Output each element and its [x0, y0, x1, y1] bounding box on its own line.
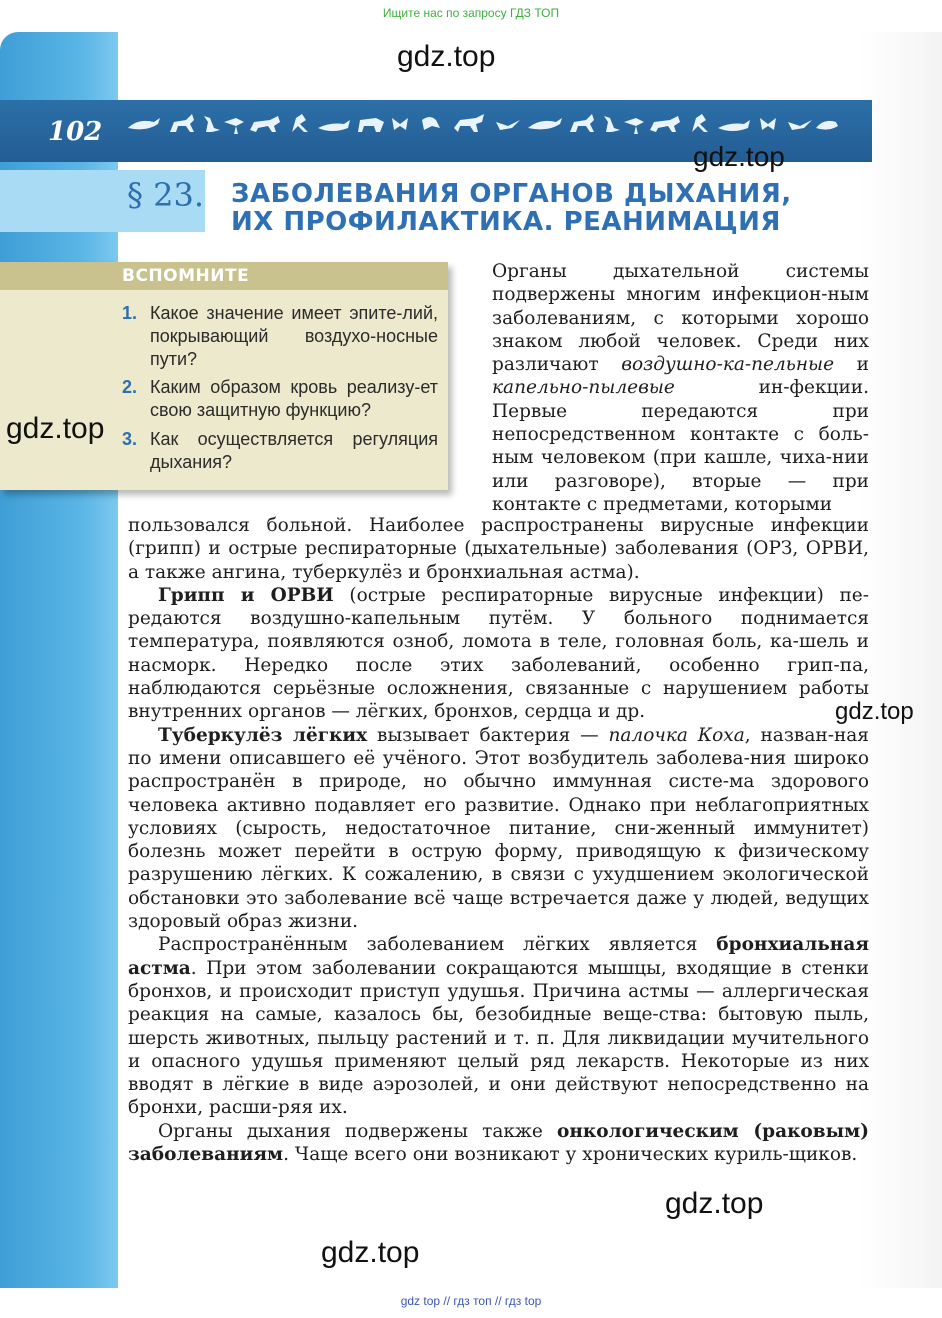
- top-search-banner: Ищите нас по запросу ГДЗ ТОП: [382, 6, 560, 20]
- text-run: Органы дыхания подвержены также: [158, 1120, 557, 1142]
- bold-term: Грипп и ОРВИ: [158, 584, 334, 606]
- text-run: вызывает бактерия —: [367, 724, 609, 746]
- watermark: gdz.top: [835, 698, 914, 725]
- question-text: Каким образом кровь реализу-ет свою защитную функцию?: [150, 377, 438, 420]
- watermark: gdz.top: [665, 1187, 764, 1220]
- paragraph-1-continued: пользовался больной. Наиболее распространены вирусные инфекции (грипп) и острые респираторные (дыхательные) заболевания (ОРЗ, ОРВИ, а также ангина, туберкулёз и бронхиальная астма).: [128, 515, 869, 583]
- section-title-line-1: ЗАБОЛЕВАНИЯ ОРГАНОВ ДЫХАНИЯ,: [231, 179, 792, 209]
- recall-question-1: [122, 302, 438, 371]
- text-run: (острые респираторные вирусные инфекции) пе-редаются воздушно-капельным путём. У больного поднимается температура, появляются озноб, ломота в теле, головная боль, ка-шель и насморк. Нередко после этих заболеваний, особенно грип-па, наблюдаются серьёзные осложнения, связанные с нарушением работы внутренних органов — лёгких, бронхов, сердца и др.: [128, 584, 869, 723]
- watermark: gdz.top: [6, 412, 105, 445]
- recall-box: [0, 262, 448, 490]
- section-number: § 23.: [127, 176, 205, 214]
- text-run: Распространённым заболеванием лёгких является: [158, 934, 717, 956]
- page-number: 102: [48, 117, 103, 147]
- animal-silhouettes-icon: [124, 108, 840, 140]
- intro-paragraph-column: [492, 260, 869, 516]
- paragraph-asthma: [128, 933, 869, 1119]
- question-number: 2.: [122, 377, 138, 397]
- watermark: gdz.top: [321, 1236, 420, 1269]
- question-text: Как осуществляется регуляция дыхания?: [150, 429, 438, 472]
- section-title-line-2: ИХ ПРОФИЛАКТИКА. РЕАНИМАЦИЯ: [231, 207, 781, 237]
- question-number: 3.: [122, 429, 138, 449]
- bold-term: Туберкулёз лёгких: [158, 724, 368, 746]
- text-run: . При этом заболевании сокращаются мышцы, входящие в стенки бронхов, и происходит приступ удушья. Причина астмы — аллергическая реакция на самые, казалось бы, безобидные веще-ства: бытовую пыль, шерсть животных, пыльцу растений и т. п. Для ликвидации мучительного и опасного удушья применяют целый ряд лекарств. Некоторые из них вводят в лёгкие в виде аэрозолей, и они действуют непосредственно на бронхи, расши-ряя их.: [128, 957, 869, 1119]
- text-run: Органы дыхательной системы подвержены многим инфекцион-ным заболеваниям, с которыми хорошо знаком любой человек. Среди них различают: [492, 261, 869, 376]
- main-text-column: [128, 514, 869, 1166]
- paragraph-oncology: [128, 1120, 869, 1167]
- question-number: 1.: [122, 303, 138, 323]
- question-text: Какое значение имеет эпите-лий, покрывающий воздухо-носные пути?: [150, 303, 438, 369]
- recall-question-3: [122, 428, 438, 474]
- text-run: . Чаще всего они возникают у хронических куриль-щиков.: [283, 1144, 858, 1166]
- paragraph-flu: [128, 584, 869, 724]
- text-run: ин-фекции. Первые передаются при непосредственном контакте с боль-ным человеком (при кашле, чиха-нии или разговоре), вторые — при контакте с предметами, которыми: [492, 377, 869, 515]
- italic-term: капельно-пылевые: [492, 377, 675, 399]
- italic-term: палочка Коха: [608, 724, 745, 746]
- watermark: gdz.top: [693, 141, 785, 172]
- text-run: , назван-ная по имени описавшего её учёного. Этот возбудитель заболева-ния широко распространён в природе, но обычно иммунная систе-ма здорового человека активно подавляет его развитие. Однако при неблагоприятных условиях (сырость, недостаточное питание, сни-женный иммунитет) болезнь может перейти в острую форму, приводящую к физическому разрушению лёгких. К сожалению, в связи с ухудшением экологической обстановки это заболевание всё чаще встречается даже у людей, ведущих здоровый образ жизни.: [128, 724, 869, 933]
- footer-links[interactable]: gdz top // гдз топ // гдз top: [400, 1294, 542, 1308]
- text-run: и: [834, 354, 869, 376]
- italic-term: воздушно-ка-пельные: [621, 354, 835, 376]
- section-title: [231, 180, 851, 236]
- watermark: gdz.top: [397, 40, 496, 73]
- paragraph-tuberculosis: [128, 724, 869, 934]
- bold-term: онкологическим (раковым) заболеваниям: [128, 1120, 869, 1166]
- recall-heading: ВСПОМНИТЕ: [122, 266, 250, 286]
- bold-term: бронхиальная астма: [128, 934, 869, 979]
- recall-heading-bar: [0, 262, 448, 290]
- recall-question-2: [122, 376, 438, 422]
